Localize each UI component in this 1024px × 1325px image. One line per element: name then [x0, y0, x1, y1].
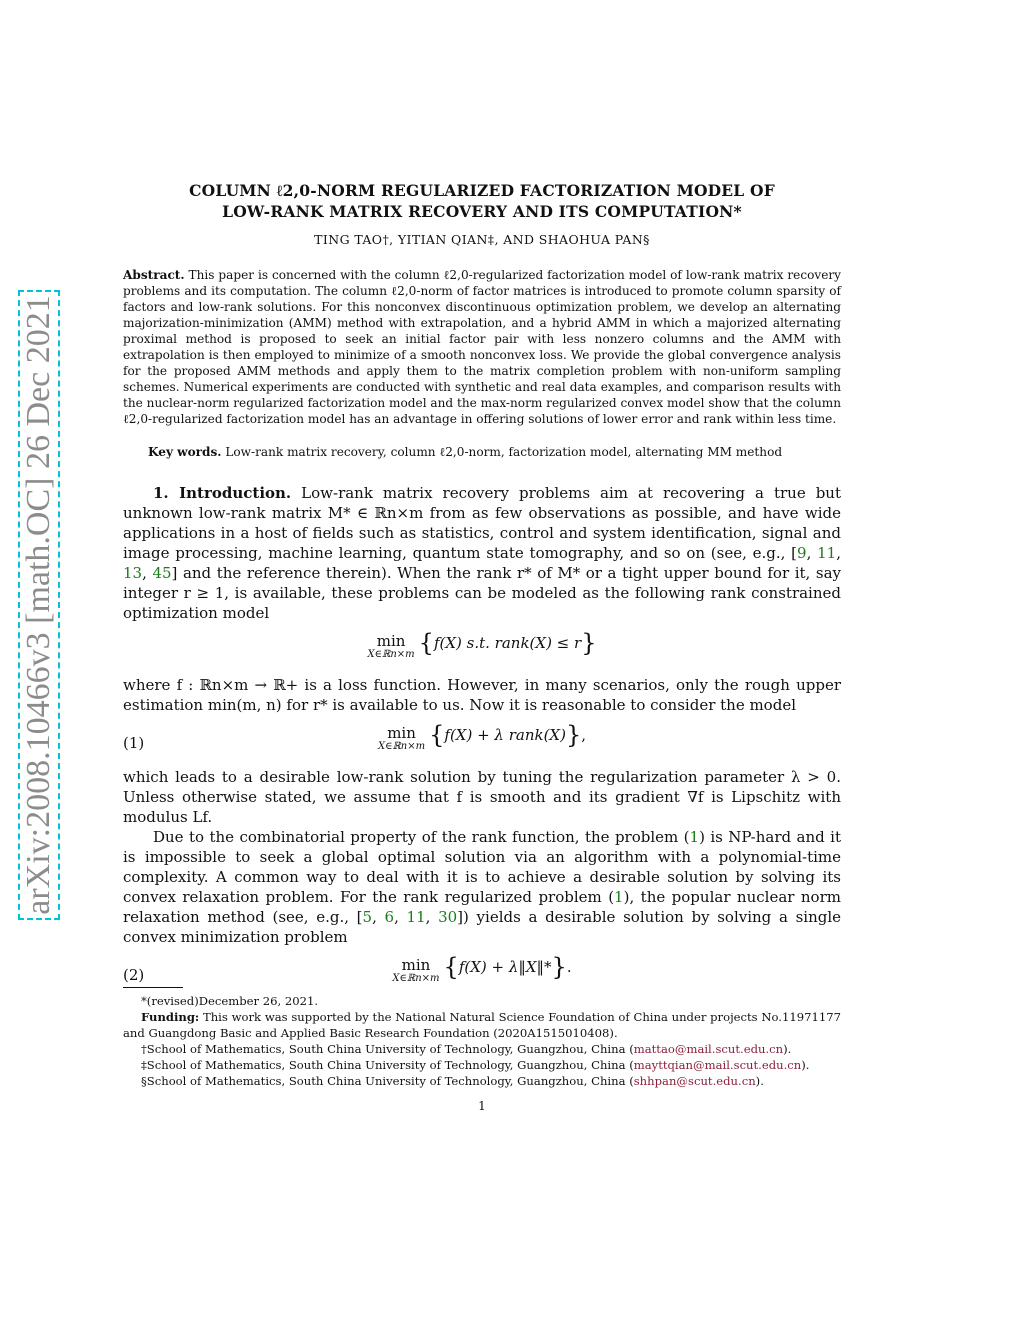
citation-link[interactable]: 45	[152, 564, 172, 582]
title-line-1: COLUMN ℓ2,0-NORM REGULARIZED FACTORIZATION MODEL OF	[189, 181, 775, 200]
keywords-label: Key words.	[148, 445, 222, 459]
citation-link[interactable]: 9	[797, 544, 807, 562]
min-operator: min	[376, 632, 406, 650]
equation-1: (1) min X∈ℝn×m {f(X) + λ rank(X)},	[123, 721, 587, 752]
footnotes	[123, 993, 841, 1089]
min-subscript: X∈ℝn×m	[367, 649, 415, 660]
equation-number: (2)	[123, 966, 145, 984]
abstract-label: Abstract.	[123, 268, 185, 282]
keywords-text: Low-rank matrix recovery, column ℓ2,0-norm, factorization model, alternating MM method	[225, 445, 783, 459]
citation-link[interactable]: 6	[384, 908, 395, 926]
min-operator: min	[387, 724, 416, 742]
min-operator: min	[401, 956, 431, 974]
author-list: TING TAO†, YITIAN QIAN‡, AND SHAOHUA PAN§	[314, 232, 650, 247]
introduction-section	[123, 483, 841, 999]
paper-title	[123, 180, 841, 222]
equation-ref-link[interactable]: 1	[614, 888, 624, 906]
equation-body: f(X) + λ rank(X)	[444, 726, 566, 744]
equation-body: f(X) s.t. rank(X) ≤ r	[433, 634, 582, 652]
equation-body: f(X) + λ‖X‖*	[458, 958, 552, 976]
keywords	[123, 444, 866, 460]
page-number: 1	[478, 1099, 486, 1113]
equation-rank-constrained: min X∈ℝn×m {f(X) s.t. rank(X) ≤ r}	[367, 629, 597, 660]
footnote-date: *(revised)December 26, 2021.	[141, 994, 319, 1008]
intro-p1-text-cont: ] and the reference therein). When the rank r* of M* or a tight upper bound for it, say integer r ≥ 1, is available, these problems can be modeled as the following rank constrained optimization model	[123, 564, 841, 622]
section-heading: 1. Introduction.	[153, 484, 292, 502]
abstract	[123, 267, 841, 427]
funding-label: Funding:	[141, 1010, 200, 1024]
equation-number: (1)	[123, 734, 145, 752]
intro-paragraph-1: 1. Introduction. Low-rank matrix recovery problems aim at recovering a true but unknown low-rank matrix M* ∈ ℝn×m from as few observations as possible, and have wide applications in a host of fields such as statistics, control and system identification, signal and image processing, machine learning, quantum state tomography, and so on (see, e.g., [9, 11, 13, 45] and the reference therein). When the rank r* of M* or a tight upper bound for it, say integer r ≥ 1, is available, these problems can be modeled as the following rank constrained optimization model	[123, 484, 841, 622]
arxiv-id[interactable]: arXiv:2008.10466v3 [math.OC] 26 Dec 2021	[20, 295, 57, 915]
abstract-text: This paper is concerned with the column ℓ2,0-regularized factorization model of low-rank matrix recovery problems and its computation. The column ℓ2,0-norm of factor matrices is introduced to promote column sparsity of factors and low-rank solutions. For this nonconvex discontinuous optimization problem, we develop an alternating majorization-minimization (AMM) method with extrapolation, and a hybrid AMM in which a majorized alternating proximal method is proposed to seek an initial factor pair with less nonzero columns and the AMM with extrapolation is then employed to minimize of a smooth nonconvex loss. We provide the global convergence analysis for the proposed AMM methods and apply them to the matrix completion problem with non-uniform sampling schemes. Numerical experiments are conducted with synthetic and real data examples, and comparison results with the nuclear-norm regularized factorization model and the max-norm regularized convex model show that the column ℓ2,0-regularized factorization model has an advantage in offering solutions of lower error and rank within less time.	[123, 268, 842, 426]
footnote-funding: Funding: This work was supported by the National Natural Science Foundation of China under projects No.11971177 and Guangdong Basic and Applied Basic Research Foundation (2020A1515010408).	[123, 1010, 841, 1040]
footnote-author-tao: †School of Mathematics, South China University of Technology, Guangzhou, China (mattao@mail.scut.edu.cn).	[141, 1042, 792, 1056]
email-link[interactable]: shhpan@scut.edu.cn	[633, 1074, 756, 1088]
intro-paragraph-3: which leads to a desirable low-rank solution by tuning the regularization parameter λ > 0. Unless otherwise stated, we assume that f is smooth and its gradient ∇f is Lipschitz with modulus Lf.	[123, 768, 841, 826]
footnote-author-pan: §School of Mathematics, South China University of Technology, Guangzhou, China (shhpan@scut.edu.cn).	[141, 1074, 764, 1088]
equation-2: (2) min X∈ℝn×m {f(X) + λ‖X‖*}.	[123, 953, 572, 984]
min-subscript: X∈ℝn×m	[392, 973, 440, 984]
footnote-author-qian: ‡School of Mathematics, South China University of Technology, Guangzhou, China (mayttqian@mail.scut.edu.cn).	[141, 1058, 810, 1072]
citation-link[interactable]: 30	[438, 908, 458, 926]
min-subscript: X∈ℝn×m	[377, 741, 426, 752]
email-link[interactable]: mattao@mail.scut.edu.cn	[633, 1042, 784, 1056]
citation-link[interactable]: 5	[362, 908, 373, 926]
citation-link[interactable]: 11	[817, 544, 837, 562]
equation-ref-link[interactable]: 1	[689, 828, 700, 846]
title-line-2: LOW-RANK MATRIX RECOVERY AND ITS COMPUTATION*	[222, 202, 742, 221]
email-link[interactable]: mayttqian@mail.scut.edu.cn	[633, 1058, 802, 1072]
citation-link[interactable]: 13	[123, 564, 143, 582]
intro-paragraph-4: Due to the combinatorial property of the rank function, the problem (1) is NP-hard and it is impossible to seek a global optimal solution via an algorithm with a polynomial-time complexity. A common way to deal with it is to achieve a desirable solution by solving its convex relaxation problem. For the rank regularized problem (1), the popular nuclear norm relaxation method (see, e.g., [5, 6, 11, 30]) yields a desirable solution by solving a single convex minimization problem	[123, 828, 842, 946]
intro-p1-text: Low-rank matrix recovery problems aim at recovering a true but unknown low-rank matrix M* ∈ ℝn×m from as few observations as possible, and have wide applications in a host of fields such as statistics, control and system identification, signal and image processing, machine learning, quantum state tomography, and so on (see, e.g., [	[123, 484, 841, 562]
arxiv-stamp	[14, 290, 64, 920]
citation-link[interactable]: 11	[406, 908, 426, 926]
footnote-rule	[123, 987, 183, 988]
intro-paragraph-2: where f : ℝn×m → ℝ+ is a loss function. However, in many scenarios, only the rough upper estimation min(m, n) for r* is available to us. Now it is reasonable to consider the model	[123, 676, 841, 714]
